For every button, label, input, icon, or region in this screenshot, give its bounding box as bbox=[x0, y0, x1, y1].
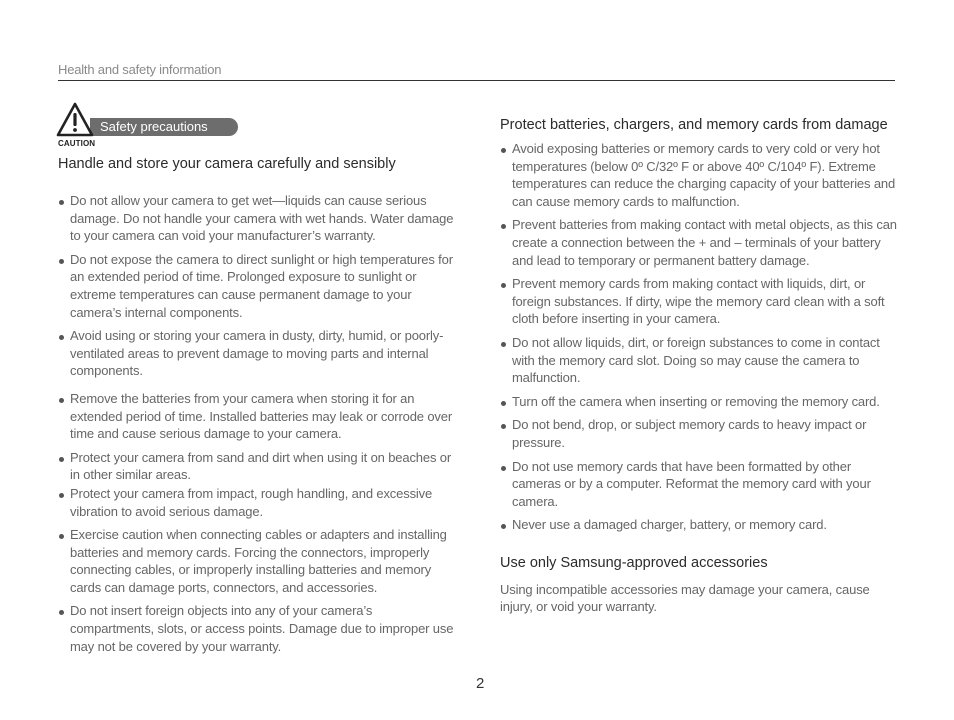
right-heading-batteries: Protect batteries, chargers, and memory cards from damage bbox=[500, 117, 888, 133]
list-item: Exercise caution when connecting cables or adapters and installing batteries and memory cards. Forcing the connectors, improperly connecting cables, or improperly installing batteries and memory cards can damage ports, connectors, and accessories. bbox=[58, 526, 458, 596]
caution-word: CAUTION bbox=[58, 139, 96, 148]
list-item: Protect your camera from sand and dirt when using it on beaches or in other similar areas. bbox=[58, 449, 458, 484]
left-heading: Handle and store your camera carefully and sensibly bbox=[58, 156, 396, 172]
list-item: Avoid exposing batteries or memory cards to very cold or very hot temperatures (below 0º C/32º F or above 40º C/104º F). Extreme temperatures can reduce the charging capacity of your batteries and can cause memory cards to malfunction. bbox=[500, 140, 900, 210]
list-item: Prevent batteries from making contact with metal objects, as this can create a connection between the + and – terminals of your battery and lead to temporary or permanent battery damage. bbox=[500, 216, 900, 269]
list-item: Avoid using or storing your camera in dusty, dirty, humid, or poorly-ventilated areas to prevent damage to moving parts and internal components. bbox=[58, 327, 458, 380]
list-item: Do not allow your camera to get wet—liquids can cause serious damage. Do not handle your camera with wet hands. Water damage to your camera can void your manufacturer’s warranty. bbox=[58, 192, 458, 245]
accessories-paragraph: Using incompatible accessories may damage your camera, cause injury, or void your warranty. bbox=[500, 581, 870, 615]
list-item: Do not allow liquids, dirt, or foreign substances to come in contact with the memory card slot. Doing so may cause the camera to malfunction. bbox=[500, 334, 900, 387]
list-item: Protect your camera from impact, rough handling, and excessive vibration to avoid serious damage. bbox=[58, 485, 458, 520]
left-bullet-list bbox=[58, 192, 458, 655]
warning-triangle-icon bbox=[56, 102, 96, 138]
caution-banner bbox=[56, 102, 256, 150]
right-bullet-list bbox=[500, 140, 900, 534]
list-item: Do not expose the camera to direct sunlight or high temperatures for an extended period of time. Prolonged exposure to sunlight or extreme temperatures can cause permanent damage to your camera’s internal components. bbox=[58, 251, 458, 321]
right-column bbox=[500, 116, 900, 616]
page-number: 2 bbox=[476, 675, 485, 692]
list-item: Never use a damaged charger, battery, or memory card. bbox=[500, 516, 900, 534]
list-item: Turn off the camera when inserting or removing the memory card. bbox=[500, 393, 900, 411]
list-item: Do not bend, drop, or subject memory cards to heavy impact or pressure. bbox=[500, 416, 900, 451]
list-item: Prevent memory cards from making contact with liquids, dirt, or foreign substances. If dirty, wipe the memory card clean with a soft cloth before inserting in your camera. bbox=[500, 275, 900, 328]
list-item: Do not use memory cards that have been formatted by other cameras or by a computer. Reformat the memory card with your camera. bbox=[500, 458, 900, 511]
header-rule bbox=[58, 80, 895, 81]
list-item: Do not insert foreign objects into any of your camera’s compartments, slots, or access points. Damage due to improper use may not be covered by your warranty. bbox=[58, 602, 458, 655]
list-item: Remove the batteries from your camera when storing it for an extended period of time. Installed batteries may leak or corrode over time and cause serious damage to your camera. bbox=[58, 390, 458, 443]
right-heading-accessories: Use only Samsung-approved accessories bbox=[500, 554, 768, 571]
caution-label: Safety precautions bbox=[90, 118, 238, 136]
section-title: Health and safety information bbox=[58, 62, 222, 77]
left-column bbox=[58, 155, 458, 655]
